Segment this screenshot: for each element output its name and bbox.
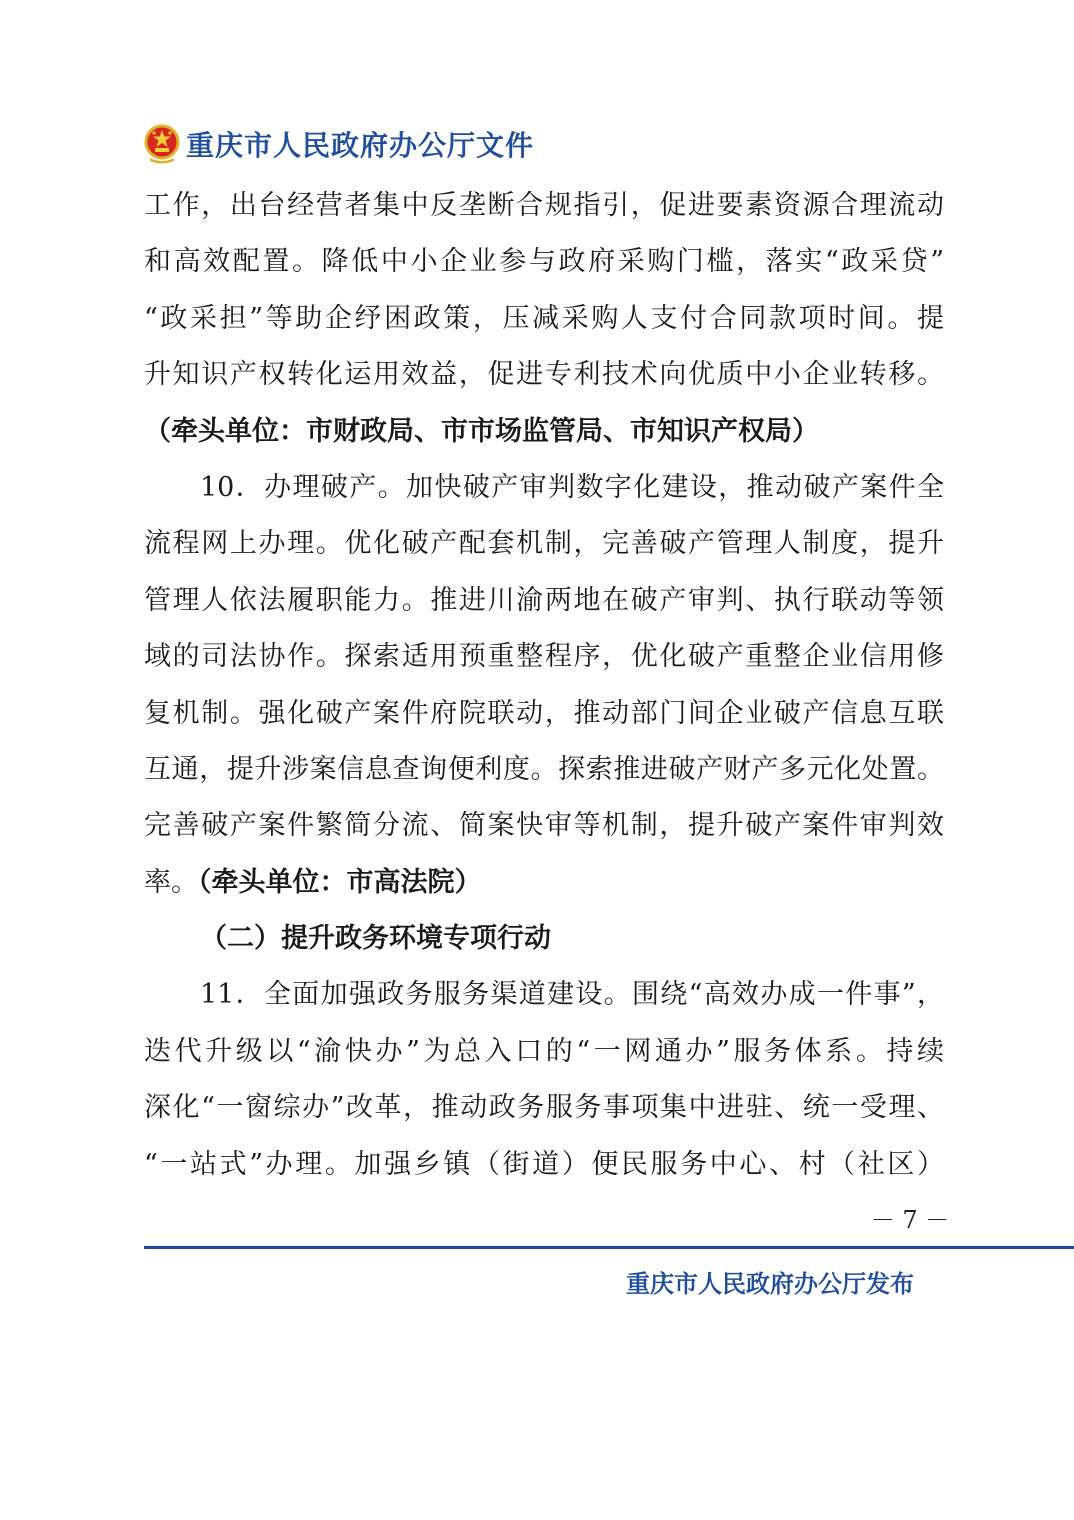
document-header (144, 120, 534, 168)
lead-unit-note: （牵头单位：市高法院） (198, 866, 482, 898)
paragraph-line (144, 855, 944, 911)
paragraph-line: 升知识产权转化运用效益，促进专利技术向优质中小企业转移。 (144, 359, 944, 391)
footer-divider (144, 1246, 1074, 1249)
paragraph-line: 10．办理破产。加快破产审判数字化建设，推动破产案件全 (200, 471, 944, 503)
national-emblem-icon (144, 124, 180, 164)
paragraph-line: 和高效配置。降低中小企业参与政府采购门槛，落实“政采贷” (144, 246, 944, 278)
paragraph-line: 迭代升级以“渝快办”为总入口的“一网通办”服务体系。持续 (144, 1035, 944, 1067)
paragraph-line: 复机制。强化破产案件府院联动，推动部门间企业破产信息互联 (144, 697, 944, 729)
page-number: － 7 － (870, 1206, 950, 1234)
paragraph-text: 率。 (144, 866, 198, 898)
section-heading: （二）提升政务环境专项行动 (200, 923, 551, 955)
paragraph-line: 工作，出台经营者集中反垄断合规指引，促进要素资源合理流动 (144, 190, 944, 221)
paragraph-line: 完善破产案件繁简分流、简案快审等机制，提升破产案件审判效 (144, 810, 944, 842)
document-header-title: 重庆市人民政府办公厅文件 (186, 129, 535, 162)
paragraph-line: 域的司法协作。探索适用预重整程序，优化破产重整企业信用修 (144, 641, 944, 673)
paragraph-line: 11．全面加强政务服务渠道建设。围绕“高效办成一件事”， (200, 979, 944, 1011)
paragraph-line: “一站式”办理。加强乡镇（街道）便民服务中心、村（社区） (144, 1148, 944, 1180)
document-body (144, 178, 944, 1193)
paragraph-line: 流程网上办理。优化破产配套机制，完善破产管理人制度，提升 (144, 528, 944, 560)
paragraph-line: 深化“一窗综办”改革，推动政务服务事项集中进驻、统一受理、 (144, 1092, 944, 1124)
paragraph-line: 管理人依法履职能力。推进川渝两地在破产审判、执行联动等领 (144, 584, 944, 616)
paragraph-line: 互通，提升涉案信息查询便利度。探索推进破产财产多元化处置。 (144, 753, 944, 785)
lead-unit-note: （牵头单位：市财政局、市市场监管局、市知识产权局） (144, 415, 819, 447)
footer-publisher: 重庆市人民政府办公厅发布 (626, 1270, 914, 1298)
paragraph-line: “政采担”等助企纾困政策，压减采购人支付合同款项时间。提 (144, 302, 944, 334)
